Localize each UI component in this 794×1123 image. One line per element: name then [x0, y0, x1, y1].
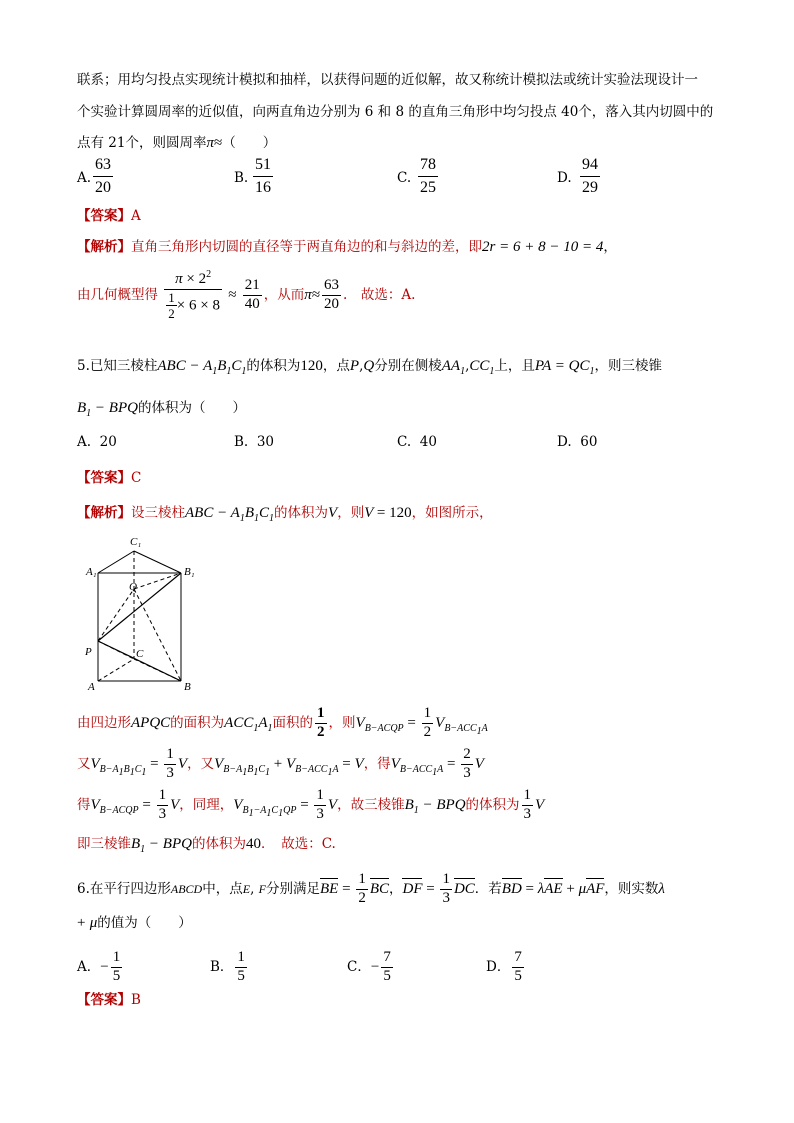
q5-analysis-line-2: 由四边形APQC的面积为$ACC_1A_1$面积的 $\frac{1}{2}$ ，则$V_{B-ACQP}$ = $\frac{1}{2}$ $V_{B-ACC_1A}$: [77, 705, 488, 740]
label-b1: B₁: [184, 566, 195, 578]
q5-option-d: D. 60: [557, 434, 598, 450]
q4-option-a-label: A.: [77, 170, 92, 186]
q4-option-a-value: $\frac{63}{20}$: [95, 156, 111, 196]
q4-option-c-label: C.: [397, 170, 412, 186]
q5-option-a: A. 20: [77, 434, 117, 450]
q4-option-d-label: D.: [557, 170, 572, 186]
q6-stem-line-1: 6.在平行四边形ABCD中，点E, F分别满足BE = $\frac{1}{2}$ BC，DF = $\frac{1}{3}$ DC．若BD = λAE + μAF，则实数λ: [77, 871, 665, 906]
label-q: Q: [129, 581, 137, 593]
label-a1: A₁: [86, 566, 97, 578]
label-c1: C₁: [130, 536, 142, 548]
prism-figure: [84, 533, 209, 693]
q6-option-d: D． $\frac{7}{5}$: [486, 949, 522, 984]
q6-option-c: C．− $\frac{7}{5}$: [347, 949, 391, 984]
label-c: C: [136, 648, 144, 660]
q4-analysis-line-1: 【解析】直角三角形内切圆的直径等于两直角边的和与斜边的差，即2r = 6 + 8 − 10 = 4，: [77, 239, 617, 255]
q5-analysis-line-5: 即三棱锥$B_1$ − BPQ的体积为40． 故选：C.: [77, 836, 336, 855]
label-b: B: [184, 681, 191, 693]
q6-answer: 【答案】B: [77, 992, 141, 1008]
q5-option-c: C. 40: [397, 434, 437, 450]
q5-stem-line-2: $B_1$ − BPQ的体积为（ ）: [77, 400, 246, 419]
intro-line-3: 点有 21个，则圆周率π≈（ ）: [77, 135, 277, 151]
intro-line-1: 联系；用均匀投点实现统计模拟和抽样，以获得问题的近似解，故又称统计模拟法或统计实验法现设计一: [77, 72, 698, 88]
intro-line-2: 个实验计算圆周率的近似值，向两直角边分别为 6 和 8 的直角三角形中均匀投点 40个，落入其内切圆中的: [77, 104, 714, 120]
q4-option-b-label: B.: [234, 170, 249, 186]
q4-option-b-value: $\frac{51}{16}$: [255, 156, 271, 196]
q5-stem-line-1: 5.已知三棱柱ABC − $A_1B_1C_1$的体积为120，点P,Q分别在侧棱$AA_1,CC_1$上，且PA = $QC_1$，则三棱锥: [77, 358, 662, 377]
q5-analysis-line-1: 【解析】设三棱柱ABC − $A_1B_1C_1$的体积为V，则V = 120，如图所示，: [77, 505, 493, 524]
label-p: P: [85, 646, 92, 658]
q5-option-b: B. 30: [234, 434, 274, 450]
label-a: A: [88, 681, 95, 693]
q6-option-b: B． $\frac{1}{5}$: [210, 949, 245, 984]
q4-answer: 【答案】A: [77, 208, 141, 224]
q5-answer: 【答案】C: [77, 470, 142, 486]
q5-analysis-line-4: 得$V_{B-ACQP}$ = $\frac{1}{3}$ V，同理，$V_{B_1-A_1C_1QP}$ = $\frac{1}{3}$ V，故三棱锥$B_1$ − BPQ的体积为 $\frac{1}{3}$ V: [77, 787, 545, 822]
q4-option-d-value: $\frac{94}{29}$: [582, 156, 598, 196]
q4-option-c-value: $\frac{78}{25}$: [420, 156, 436, 196]
q6-stem-line-2: + μ的值为（ ）: [77, 915, 192, 931]
q5-analysis-line-3: 又$V_{B-A_1B_1C_1}$ = $\frac{1}{3}$ V，又$V_{B-A_1B_1C_1} + V_{B-ACC_1A} = V$，得$V_{B-ACC_1A}$ = $\frac{2}{3}$ V: [77, 746, 484, 781]
q6-option-a: A．− $\frac{1}{5}$: [77, 949, 121, 984]
q4-analysis-line-2: 由几何概型得 $\pi \times 2^2$ $\frac{1}{2}$ × 6 × 8 ≈ $\frac{21}{40}$ ，从而π≈ $\frac{63}{20}$ . 故选：A.: [77, 269, 416, 322]
